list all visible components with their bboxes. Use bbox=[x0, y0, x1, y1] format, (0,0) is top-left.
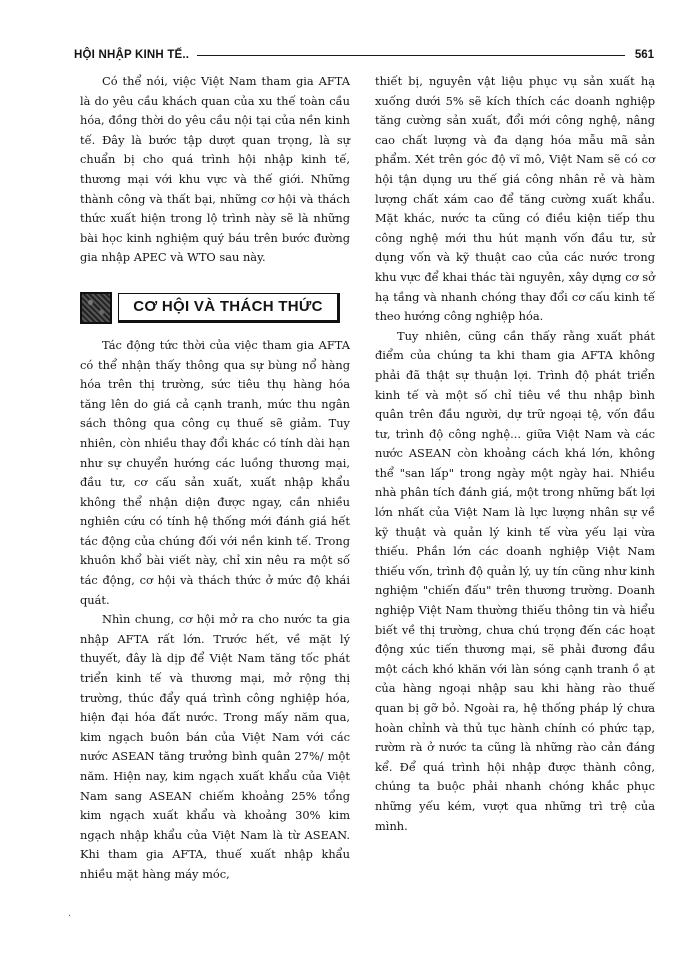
left-column bbox=[80, 72, 350, 885]
header-rule bbox=[197, 55, 625, 56]
paragraph: Tuy nhiên, cũng cần thấy rằng xuất phát điểm của chúng ta khi tham gia AFTA không phải đã thật sự thuận lợi. Trình độ phát triển kinh tế và một số chỉ tiêu về thu nhập bình quân trên đầu người, dự trữ ngoại tệ, vốn đầu tư, trình độ công nghệ... giữa Việt Nam và các nước ASEAN còn khoảng cách khá lớn, không thể "san lấp" trong ngày một ngày hai. Nhiều nhà phân tích đánh giá, một trong những bất lợi lớn nhất của Việt Nam là lực lượng nhân sự về kỹ thuật và quản lý kinh tế vừa yếu lại vừa thiếu. Phần lớn các doanh nghiệp Việt Nam thiếu vốn, trình độ quản lý, uy tín cũng như kinh nghiệm "chiến đấu" trên thương trường. Doanh nghiệp Việt Nam thường thiếu thông tin và hiểu biết về thị trường, chưa chú trọng đến các hoạt động xúc tiến thương mại, sẽ phải đương đầu một cách khó khăn với làn sóng cạnh tranh ồ ạt của hàng ngoại nhập sau khi hàng rào thuế quan bị gỡ bỏ. Ngoài ra, hệ thống pháp lý chưa hoàn chỉnh và thủ tục hành chính có phức tạp, rườm rà ở nước ta cũng là những rào cản đáng kể. Để quá trình hội nhập được thành công, chúng ta buộc phải nhanh chóng khắc phục những yếu kém, vượt qua những trì trệ của mình. bbox=[375, 328, 655, 833]
margin-mark: . bbox=[68, 908, 72, 919]
section-heading bbox=[80, 290, 350, 326]
heading-box bbox=[118, 293, 340, 323]
paragraph: Nhìn chung, cơ hội mở ra cho nước ta gia nhập AFTA rất lớn. Trước hết, về mặt lý thuyết, đây là dịp để Việt Nam tăng tốc phát triển kinh tế và thương mại, mở rộng thị trường, thúc đẩy quá trình công nghiệp hóa, hiện đại hóa đất nước. Trong mấy năm qua, kim ngạch buôn bán của Việt Nam với các nước ASEAN tăng trưởng bình quân 27%/ một năm. Hiện nay, kim ngạch xuất khẩu của Việt Nam sang ASEAN chiếm khoảng 25% tổng kim ngạch xuất khẩu và khoảng 30% kim ngạch nhập khẩu của Việt Nam là từ ASEAN. Khi tham gia AFTA, thuế xuất nhập khẩu nhiều mặt hàng máy móc, bbox=[80, 612, 350, 881]
running-title: HỘI NHẬP KINH TẾ.. bbox=[74, 49, 190, 61]
section-heading-text: CƠ HỘI VÀ THÁCH THỨC bbox=[133, 298, 323, 316]
page-header bbox=[74, 46, 654, 64]
ornament-icon bbox=[80, 292, 112, 324]
page-number: 561 bbox=[634, 49, 654, 61]
paragraph: Tác động tức thời của việc tham gia AFTA có thể nhận thấy thông qua sự bùng nổ hàng hóa trên thị trường, sức tiêu thụ hàng hóa tăng lên do giá cả cạnh tranh, mức thu ngân sách thông qua công cụ thuế sẽ giảm. Tuy nhiên, còn nhiều thay đổi khác có tính dài hạn như sự chuyển hướng các luồng thương mại, đầu tư, cơ cấu sản xuất, xuất nhập khẩu không thể nhận diện được ngay, cần nhiều nghiên cứu có tính hệ thống mới đánh giá hết tác động của chúng đối với nền kinh tế. Trong khuôn khổ bài viết này, chỉ xin nêu ra một số tác động, cơ hội và thách thức ở mức độ khái quát. bbox=[80, 337, 350, 607]
right-column bbox=[375, 72, 655, 836]
paragraph: Có thể nói, việc Việt Nam tham gia AFTA là do yêu cầu khách quan của xu thế toàn cầu hóa, đồng thời do yêu cầu nội tại của nền kinh tế. Đây là bước tập dượt quan trọng, là sự chuẩn bị cho quá trình hội nhập kinh tế, thương mại với khu vực và thế giới. Những thành công và thất bại, những cơ hội và thách thức xuất hiện trong lộ trình này sẽ là những bài học kinh nghiệm quý báu trên bước đường gia nhập APEC và WTO sau này. bbox=[80, 74, 350, 265]
paragraph: thiết bị, nguyên vật liệu phục vụ sản xuất hạ xuống dưới 5% sẽ kích thích các doanh nghiệp tăng cường sản xuất, đổi mới công nghệ, nâng cao chất lượng và đa dạng hóa mẫu mã sản phẩm. Xét trên góc độ vĩ mô, Việt Nam sẽ có cơ hội tận dụng ưu thế giá công nhân rẻ và hàm lượng chất xám cao để tăng cường xuất khẩu. Mặt khác, nước ta cũng có điều kiện tiếp thu công nghệ mới thu hút mạnh vốn đầu tư, sử dụng vốn và kỹ thuật cao của các nước trong khu vực để khai thác tài nguyên, xây dựng cơ sở hạ tầng và nhanh chóng thay đổi cơ cấu kinh tế theo hướng công nghiệp hóa. bbox=[375, 74, 655, 324]
